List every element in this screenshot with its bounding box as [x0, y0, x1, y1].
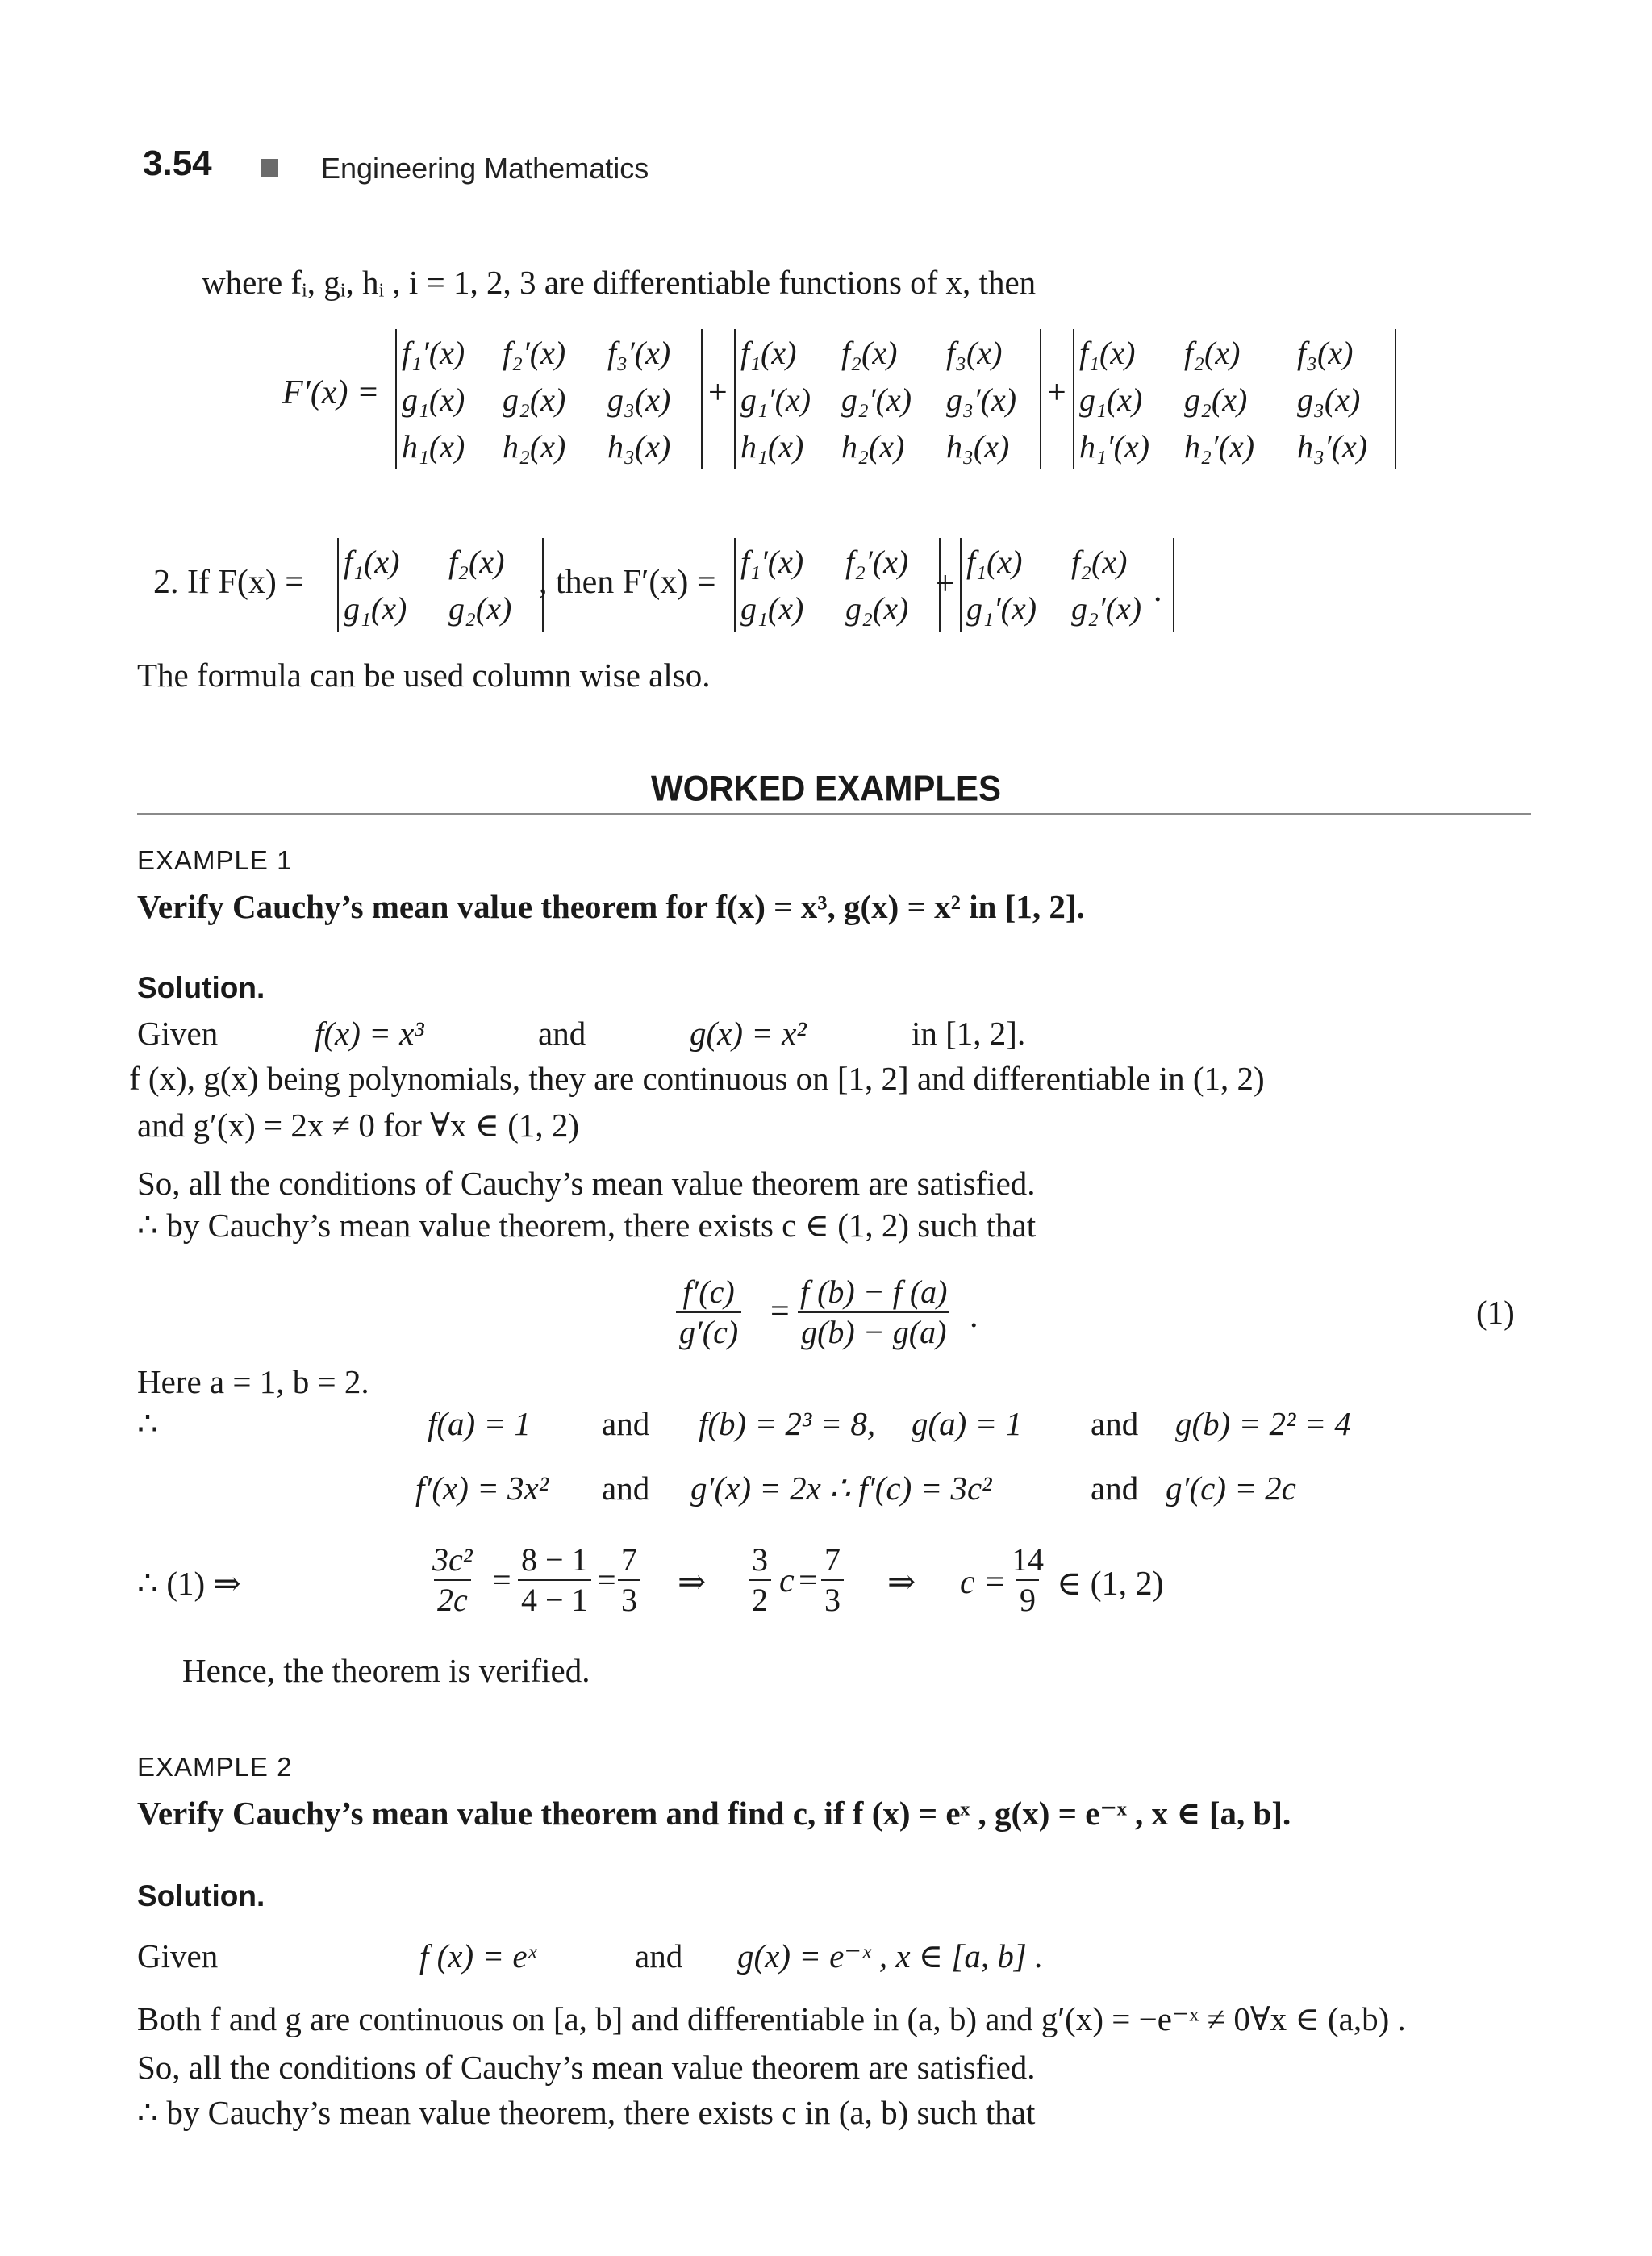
matrix-entry: h₂(x) [503, 427, 566, 465]
row2-gprime: g′(x) = 2x ∴ f′(c) = 3c² [690, 1470, 992, 1507]
book-title: Engineering Mathematics [321, 152, 649, 185]
intro-line: where fᵢ, gᵢ, hᵢ , i = 1, 2, 3 are differentiable functions of x, then [202, 264, 1037, 301]
matrix-entry: h₁′(x) [1079, 427, 1150, 465]
equals-sign: = [492, 1562, 511, 1599]
plus-sign: + [936, 565, 955, 603]
fraction-3 [618, 1541, 640, 1620]
matrix-entry: h₃′(x) [1297, 427, 1368, 465]
plus-sign: + [1047, 374, 1066, 411]
therefore-symbol: ∴ [137, 1405, 159, 1442]
matrix-entry: g₂(x) [448, 590, 512, 627]
matrix-entry: f₂(x) [1071, 543, 1128, 580]
example2-label: EXAMPLE 2 [137, 1752, 293, 1782]
matrix-entry: g₃(x) [607, 381, 671, 418]
determinant-c [960, 538, 1174, 632]
fraction-denominator: 2 [749, 1579, 771, 1620]
matrix-entry: g₂(x) [503, 381, 566, 418]
fraction-denominator: 4 − 1 [518, 1579, 591, 1620]
matrix-entry: f₁′(x) [402, 334, 465, 371]
matrix-entry: f₂(x) [841, 334, 898, 371]
implies-arrow: ⇒ [678, 1564, 707, 1601]
equals-sign: = [770, 1293, 790, 1330]
fraction-4 [749, 1541, 771, 1620]
row1-ga: g(a) = 1 [912, 1405, 1022, 1442]
fraction-numerator: 7 [621, 1541, 637, 1578]
determinant-3 [1073, 329, 1396, 469]
derivative-lhs: F′(x) = [282, 374, 380, 411]
matrix-entry: h₃(x) [946, 427, 1010, 465]
equation-number: (1) [1476, 1294, 1515, 1331]
and-word: and [1091, 1405, 1139, 1442]
end-dot: . [970, 1298, 978, 1335]
f-given: f(x) = x³ [315, 1015, 424, 1052]
matrix-entry: g₂′(x) [1071, 590, 1142, 627]
matrix-entry: h₂′(x) [1184, 427, 1255, 465]
example2-line3: So, all the conditions of Cauchy’s mean value theorem are satisfied. [137, 2049, 1036, 2086]
determinant-b [734, 538, 941, 632]
example2-line4: ∴ by Cauchy’s mean value theorem, there exists c in (a, b) such that [137, 2094, 1036, 2131]
fraction-rhs [797, 1273, 951, 1352]
matrix-entry: h₂(x) [841, 427, 905, 465]
fraction-2 [518, 1541, 591, 1620]
header-square-icon [261, 159, 278, 177]
g-given: g(x) = e⁻ˣ , x ∈ [a, b] . [737, 1937, 1044, 1975]
matrix-entry: f₁(x) [344, 543, 400, 580]
fraction-denominator: 2c [434, 1579, 471, 1620]
example1-label: EXAMPLE 1 [137, 845, 293, 875]
matrix-entry: f₁(x) [966, 543, 1023, 580]
fraction-5 [821, 1541, 844, 1620]
matrix-entry: f₃(x) [1297, 334, 1354, 371]
worked-examples-title: WORKED EXAMPLES [650, 768, 1002, 809]
row2-gprime-c: g′(c) = 2c [1166, 1470, 1296, 1507]
fraction-denominator: 3 [618, 1579, 640, 1620]
matrix-entry: g₁′(x) [740, 381, 811, 418]
f-given: f (x) = eˣ [419, 1937, 537, 1975]
matrix-entry: f₁′(x) [740, 543, 804, 580]
implies-arrow: ⇒ [887, 1564, 916, 1601]
fraction-numerator: 7 [824, 1541, 841, 1578]
matrix-entry: f₃(x) [946, 334, 1003, 371]
fraction-1 [429, 1541, 476, 1620]
plus-sign: + [708, 374, 728, 411]
example1-line3: and g′(x) = 2x ≠ 0 for ∀x ∈ (1, 2) [137, 1107, 580, 1144]
matrix-entry: g₂′(x) [841, 381, 912, 418]
interval-text: in [1, 2]. [912, 1015, 1026, 1052]
g-given: g(x) = x² [690, 1015, 807, 1052]
fraction-numerator: f (b) − f (a) [800, 1274, 948, 1310]
matrix-entry: g₂(x) [1184, 381, 1248, 418]
matrix-entry: g₁(x) [402, 381, 465, 418]
and-word: and [602, 1405, 650, 1442]
and-word: and [602, 1470, 650, 1507]
example1-line4: So, all the conditions of Cauchy’s mean value theorem are satisfied. [137, 1165, 1036, 1202]
end-dot: . [1153, 572, 1162, 609]
row1-fa: f(a) = 1 [428, 1405, 531, 1442]
matrix-entry: h₃(x) [607, 427, 671, 465]
section-rule [137, 813, 1531, 815]
and-word: and [635, 1937, 683, 1975]
matrix-entry: g₂(x) [845, 590, 909, 627]
row2-fprime: f′(x) = 3x² [415, 1470, 549, 1507]
matrix-entry: h₁(x) [740, 427, 804, 465]
matrix-entry: g₁(x) [344, 590, 407, 627]
matrix-entry: g₁(x) [740, 590, 804, 627]
determinant-1 [395, 329, 703, 469]
fraction-numerator: 8 − 1 [521, 1541, 588, 1578]
determinant-2 [734, 329, 1041, 469]
matrix-entry: f₂′(x) [503, 334, 566, 371]
given-label: Given [137, 1937, 219, 1975]
matrix-entry: g₃(x) [1297, 381, 1361, 418]
fraction-denominator: 3 [821, 1579, 844, 1620]
fraction-numerator: 3c² [432, 1541, 473, 1578]
equals-sign: = [799, 1562, 818, 1599]
matrix-entry: g₁(x) [1079, 381, 1143, 418]
matrix-entry: f₁(x) [1079, 334, 1136, 371]
fraction-numerator: 14 [1012, 1541, 1044, 1578]
example2-line2: Both f and g are continuous on [a, b] and differentiable in (a, b) and g′(x) = −e⁻ˣ ≠ 0∀x ∈ (a,b) . [137, 2000, 1406, 2037]
matrix-entry: g₁′(x) [966, 590, 1037, 627]
matrix-entry: f₃′(x) [607, 334, 671, 371]
example2-statement: Verify Cauchy’s mean value theorem and find c, if f (x) = eˣ , g(x) = e⁻ˣ , x ∈ [a, b]. [137, 1795, 1291, 1832]
c-equals: c = [960, 1564, 1007, 1601]
fraction-numerator: f′(c) [682, 1274, 735, 1310]
example1-solution-label: Solution. [137, 971, 265, 1004]
interval-membership: ∈ (1, 2) [1057, 1566, 1164, 1603]
fraction-6 [1008, 1541, 1047, 1620]
example1-conclusion: Hence, the theorem is verified. [182, 1652, 590, 1689]
example1-line2: f (x), g(x) being polynomials, they are continuous on [1, 2] and differentiable in (1, 2) [129, 1060, 1265, 1097]
example1-statement: Verify Cauchy’s mean value theorem for f(x) = x³, g(x) = x² in [1, 2]. [137, 888, 1085, 925]
item2-then: , then F′(x) = [539, 564, 716, 601]
matrix-entry: h₁(x) [402, 427, 465, 465]
here-line: Here a = 1, b = 2. [137, 1363, 369, 1400]
fraction-lhs [676, 1273, 741, 1352]
matrix-entry: f₂′(x) [845, 543, 909, 580]
matrix-entry: f₁(x) [740, 334, 797, 371]
item2-label: 2. If F(x) = [153, 564, 304, 601]
fraction-denominator: g(b) − g(a) [798, 1311, 949, 1352]
c-letter: c [779, 1562, 795, 1599]
row1-fb: f(b) = 2³ = 8, [699, 1405, 876, 1442]
fraction-denominator: 9 [1016, 1579, 1039, 1620]
example1-line5: ∴ by Cauchy’s mean value theorem, there exists c ∈ (1, 2) such that [137, 1207, 1037, 1244]
implication-label: ∴ (1) ⇒ [137, 1565, 241, 1602]
determinant-a [337, 538, 544, 632]
matrix-entry: f₂(x) [448, 543, 505, 580]
equals-sign: = [597, 1562, 616, 1599]
example2-solution-label: Solution. [137, 1879, 265, 1912]
and-word: and [538, 1015, 586, 1052]
fraction-numerator: 3 [752, 1541, 768, 1578]
fraction-denominator: g′(c) [676, 1311, 741, 1352]
given-label: Given [137, 1015, 219, 1052]
row1-gb: g(b) = 2² = 4 [1175, 1405, 1351, 1442]
matrix-entry: g₃′(x) [946, 381, 1017, 418]
page-number: 3.54 [143, 144, 212, 183]
and-word: and [1091, 1470, 1139, 1507]
matrix-entry: f₂(x) [1184, 334, 1241, 371]
item2-note: The formula can be used column wise also. [137, 657, 711, 694]
